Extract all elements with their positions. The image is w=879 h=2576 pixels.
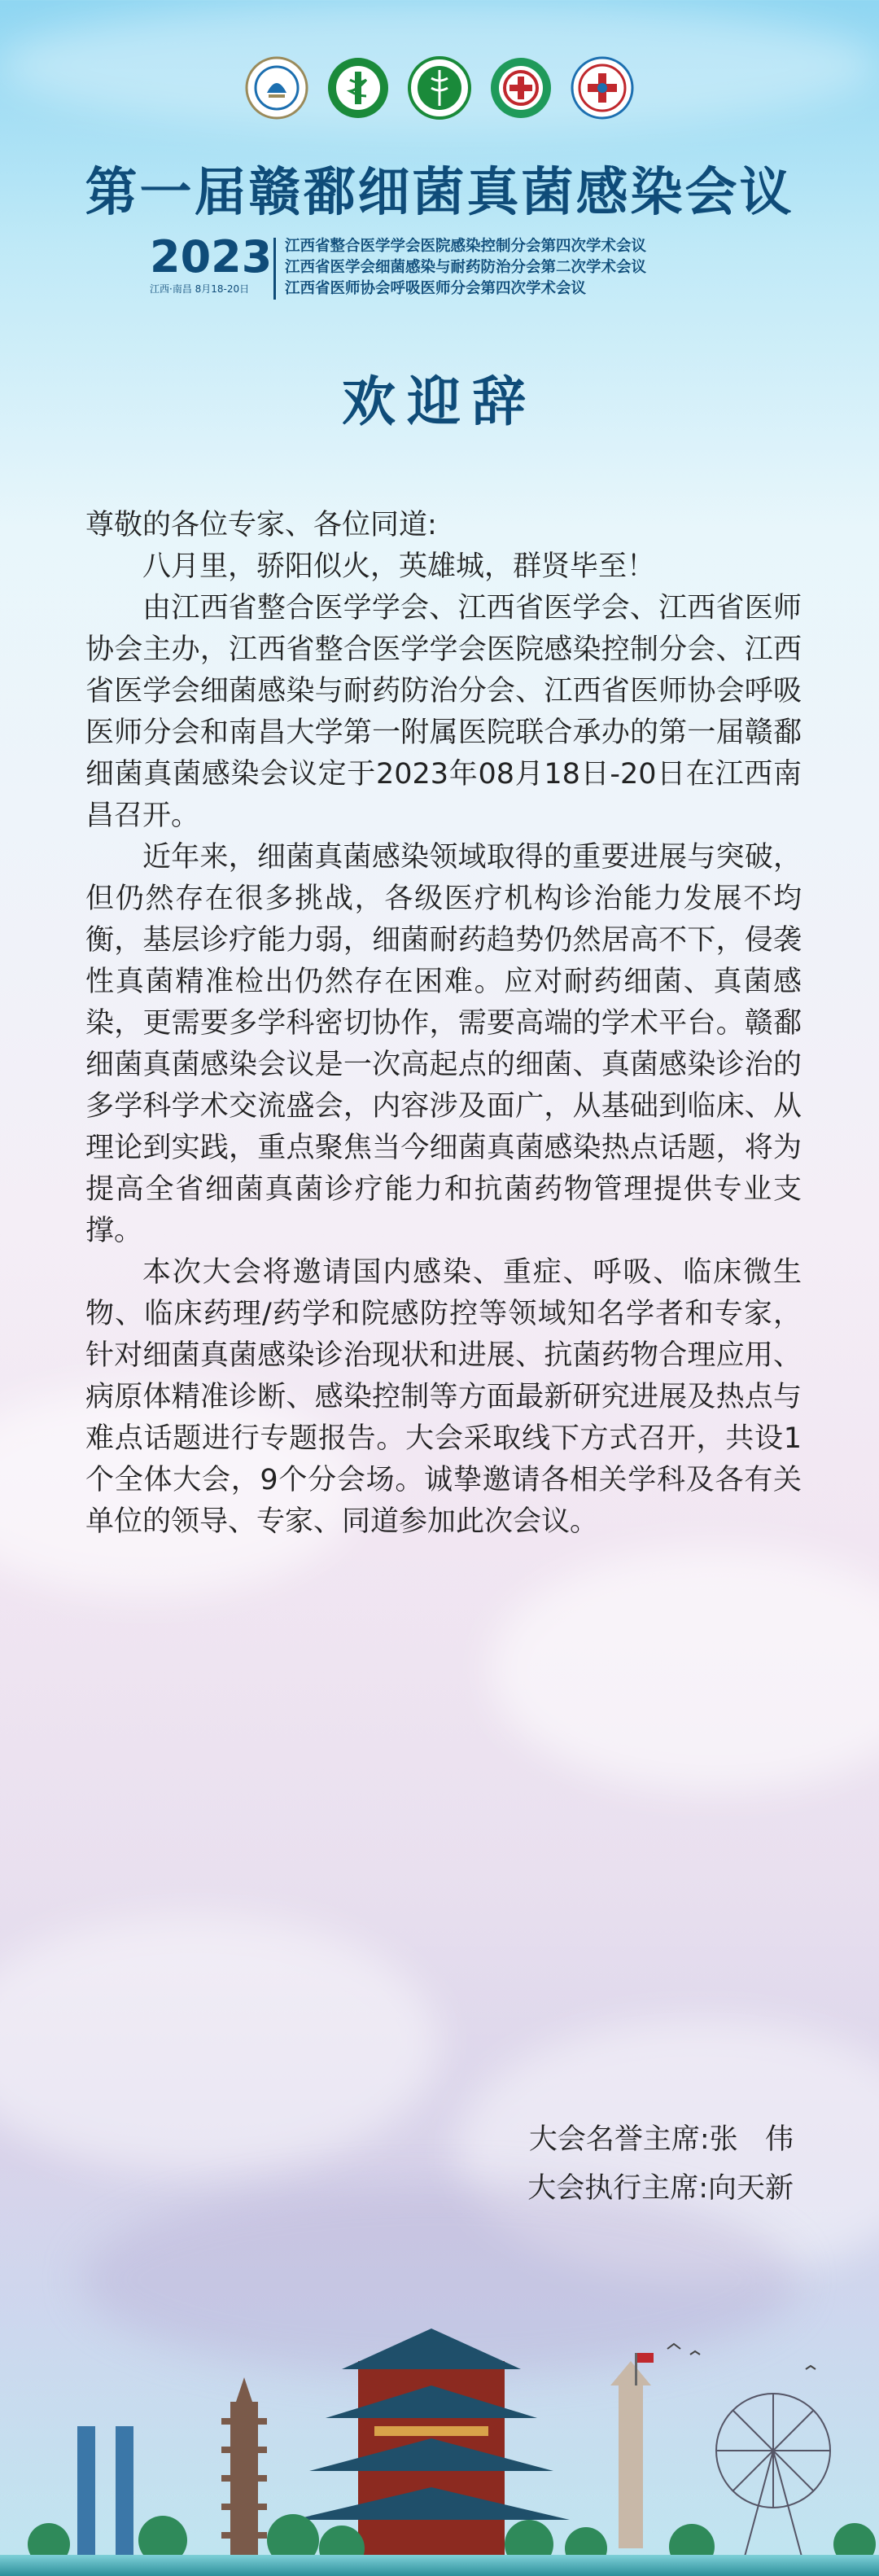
- logo-row: [0, 55, 879, 120]
- sub-meeting-item: 江西省医学会细菌感染与耐药防治分会第二次学术会议: [285, 259, 647, 276]
- letter-paragraph: 由江西省整合医学学会、江西省医学会、江西省医师协会主办，江西省整合医学学会医院感染控制分会、江西省医学会细菌感染与耐药防治分会、江西省医师协会呼吸医师分会和南昌大学第一附属医院联合承办的第一届赣鄱细菌真菌感染会议定于2023年08月18日-20日在江西南昌召开。: [85, 592, 802, 832]
- letter-paragraph: 本次大会将邀请国内感染、重症、呼吸、临床微生物、临床药理/药学和院感防控等领域知名学者和专家，针对细菌真菌感染诊治现状和进展、抗菌药物合理应用、病原体精准诊断、感染控制等方面最新研究进展及热点与难点话题进行专题报告。大会采取线下方式召开，共设1个全体大会，9个分会场。诚挚邀请各相关学科及各有关单位的领导、专家、同道参加此次会议。: [85, 1256, 802, 1538]
- honorary-chair: 大会名誉主席:张 伟: [528, 2123, 794, 2156]
- signature-block: [527, 2115, 794, 2213]
- integrative-medicine-logo: [407, 55, 472, 120]
- year-block: [150, 231, 273, 296]
- sub-meeting-item: 江西省医师协会呼吸医师分会第四次学术会议: [285, 280, 587, 297]
- sub-meeting-list: [285, 236, 741, 300]
- cloud-decoration: [0, 1913, 440, 2174]
- physician-association-logo: [570, 55, 635, 120]
- bird-icon: [667, 2344, 816, 2369]
- header-divider: [273, 238, 276, 300]
- letter-paragraph: 近年来，细菌真菌感染领域取得的重要进展与突破，但仍然存在很多挑战，各级医疗机构诊治能力发展不均衡，基层诊疗能力弱，细菌耐药趋势仍然居高不下，侵袭性真菌精准检出仍然存在困难。应对耐药细菌、真菌感染，更需要多学科密切协作，需要高端的学术平台。赣鄱细菌真菌感染会议是一次高起点的细菌、真菌感染诊治的多学科学术交流盛会，内容涉及面广，从基础到临床、从理论到实践，重点聚焦当今细菌真菌感染热点话题，将为提高全省细菌真菌诊疗能力和抗菌药物管理提供专业支撑。: [85, 841, 802, 1247]
- society-logo-1: [244, 55, 309, 120]
- location-date: 江西·南昌 8月18-20日: [150, 283, 250, 295]
- letter-greeting: 尊敬的各位专家、各位同道:: [85, 509, 437, 541]
- sub-meeting-item: 江西省整合医学学会医院感染控制分会第四次学术会议: [285, 238, 647, 255]
- pagoda-icon: [221, 2377, 267, 2556]
- conference-title: 第一届赣鄱细菌真菌感染会议: [85, 163, 794, 223]
- tower-left-2: [116, 2426, 133, 2565]
- welcome-letter: [85, 505, 802, 1543]
- tower-left-1: [77, 2426, 95, 2565]
- conference-year: 2023: [150, 231, 273, 283]
- letter-paragraph: 八月里，骄阳似火，英雄城，群贤毕至！: [142, 550, 656, 583]
- medical-association-logo: [326, 55, 391, 120]
- cloud-decoration: [488, 1547, 879, 1791]
- hospital-logo: [488, 55, 553, 120]
- ferris-wheel-icon: [716, 2394, 830, 2556]
- monument-icon: [610, 2353, 654, 2548]
- welcome-heading: 欢迎辞: [342, 370, 537, 433]
- city-skyline-illustration: [0, 2296, 879, 2576]
- water-decoration: [0, 2555, 879, 2576]
- executive-chair: 大会执行主席:向天新: [527, 2172, 794, 2205]
